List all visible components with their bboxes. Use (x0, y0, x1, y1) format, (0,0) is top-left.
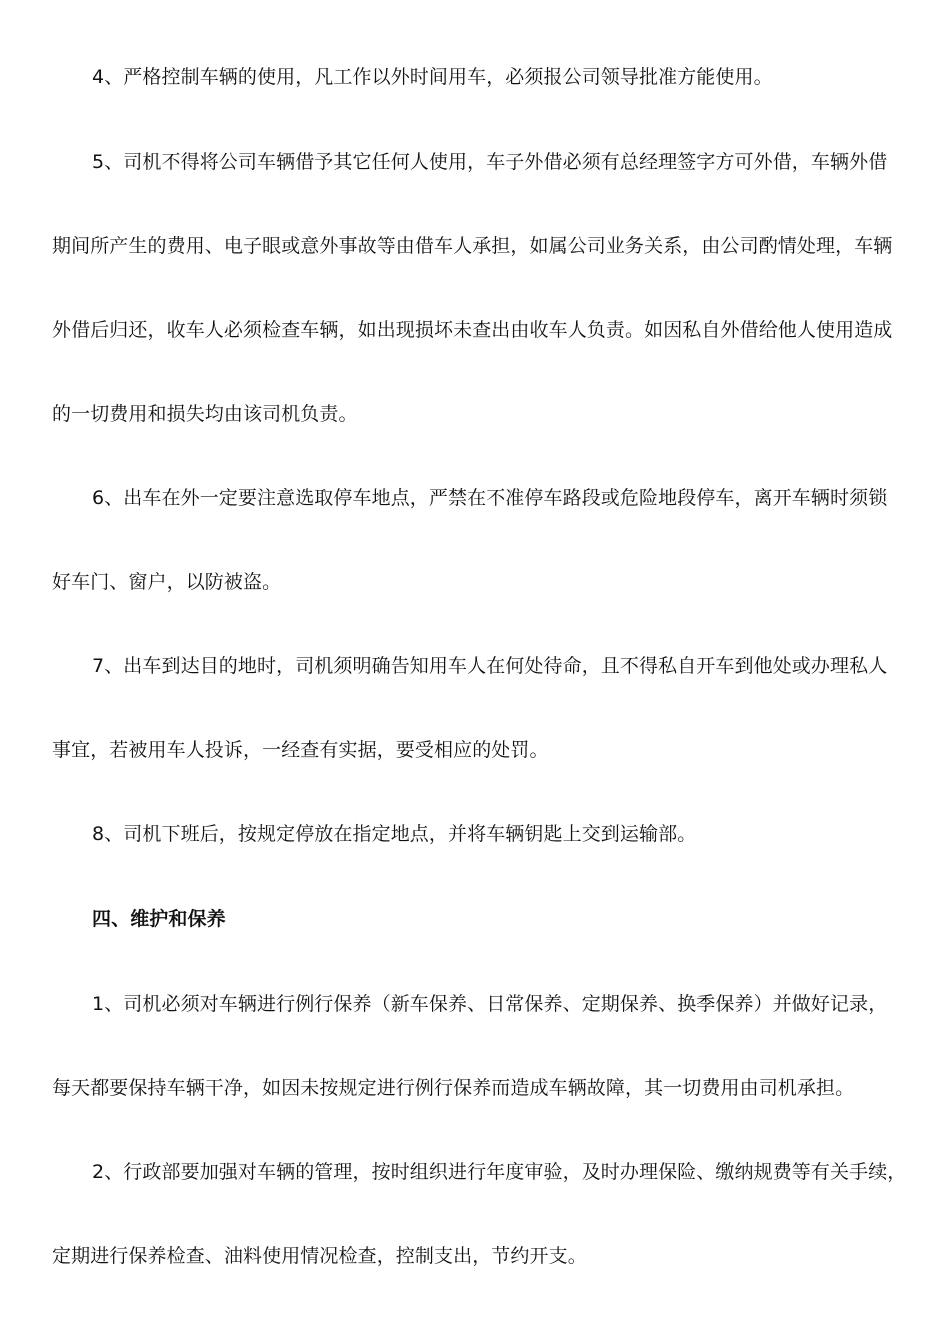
rule-5-line-3: 外借后归还，收车人必须检查车辆，如出现损坏未查出由收车人负责。如因私自外借给他人使用造成 (52, 319, 893, 341)
rule-7-line-2: 事宜，若被用车人投诉，一经查有实据，要受相应的处罚。 (52, 739, 549, 761)
rule-8-line: 8、司机下班后，按规定停放在指定地点，并将车辆钥匙上交到运输部。 (92, 823, 697, 845)
rule-6-line-1: 6、出车在外一定要注意选取停车地点，严禁在不准停车路段或危险地段停车，离开车辆时须锁 (92, 487, 888, 509)
rule-6-line-2: 好车门、窗户，以防被盗。 (52, 571, 282, 593)
maintenance-2-line-2: 定期进行保养检查、油料使用情况检查，控制支出，节约开支。 (52, 1245, 587, 1267)
rule-7-line-1: 7、出车到达目的地时，司机须明确告知用车人在何处待命，且不得私自开车到他处或办理私人 (92, 655, 888, 677)
maintenance-1-line-1: 1、司机必须对车辆进行例行保养（新车保养、日常保养、定期保养、换季保养）并做好记录， (92, 993, 888, 1015)
rule-5-line-1: 5、司机不得将公司车辆借予其它任何人使用，车子外借必须有总经理签字方可外借，车辆外借 (92, 151, 888, 173)
maintenance-2-line-1: 2、行政部要加强对车辆的管理，按时组织进行年度审验，及时办理保险、缴纳规费等有关手续， (92, 1161, 907, 1183)
section-heading: 四、维护和保养 (92, 908, 226, 930)
rule-5-line-2: 期间所产生的费用、电子眼或意外事故等由借车人承担，如属公司业务关系，由公司酌情处理，车辆 (52, 235, 893, 257)
rule-5-line-4: 的一切费用和损失均由该司机负责。 (52, 403, 358, 425)
maintenance-1-line-2: 每天都要保持车辆干净，如因未按规定进行例行保养而造成车辆故障，其一切费用由司机承担。 (52, 1077, 855, 1099)
rule-4-line: 4、严格控制车辆的使用，凡工作以外时间用车，必须报公司领导批准方能使用。 (92, 66, 773, 88)
